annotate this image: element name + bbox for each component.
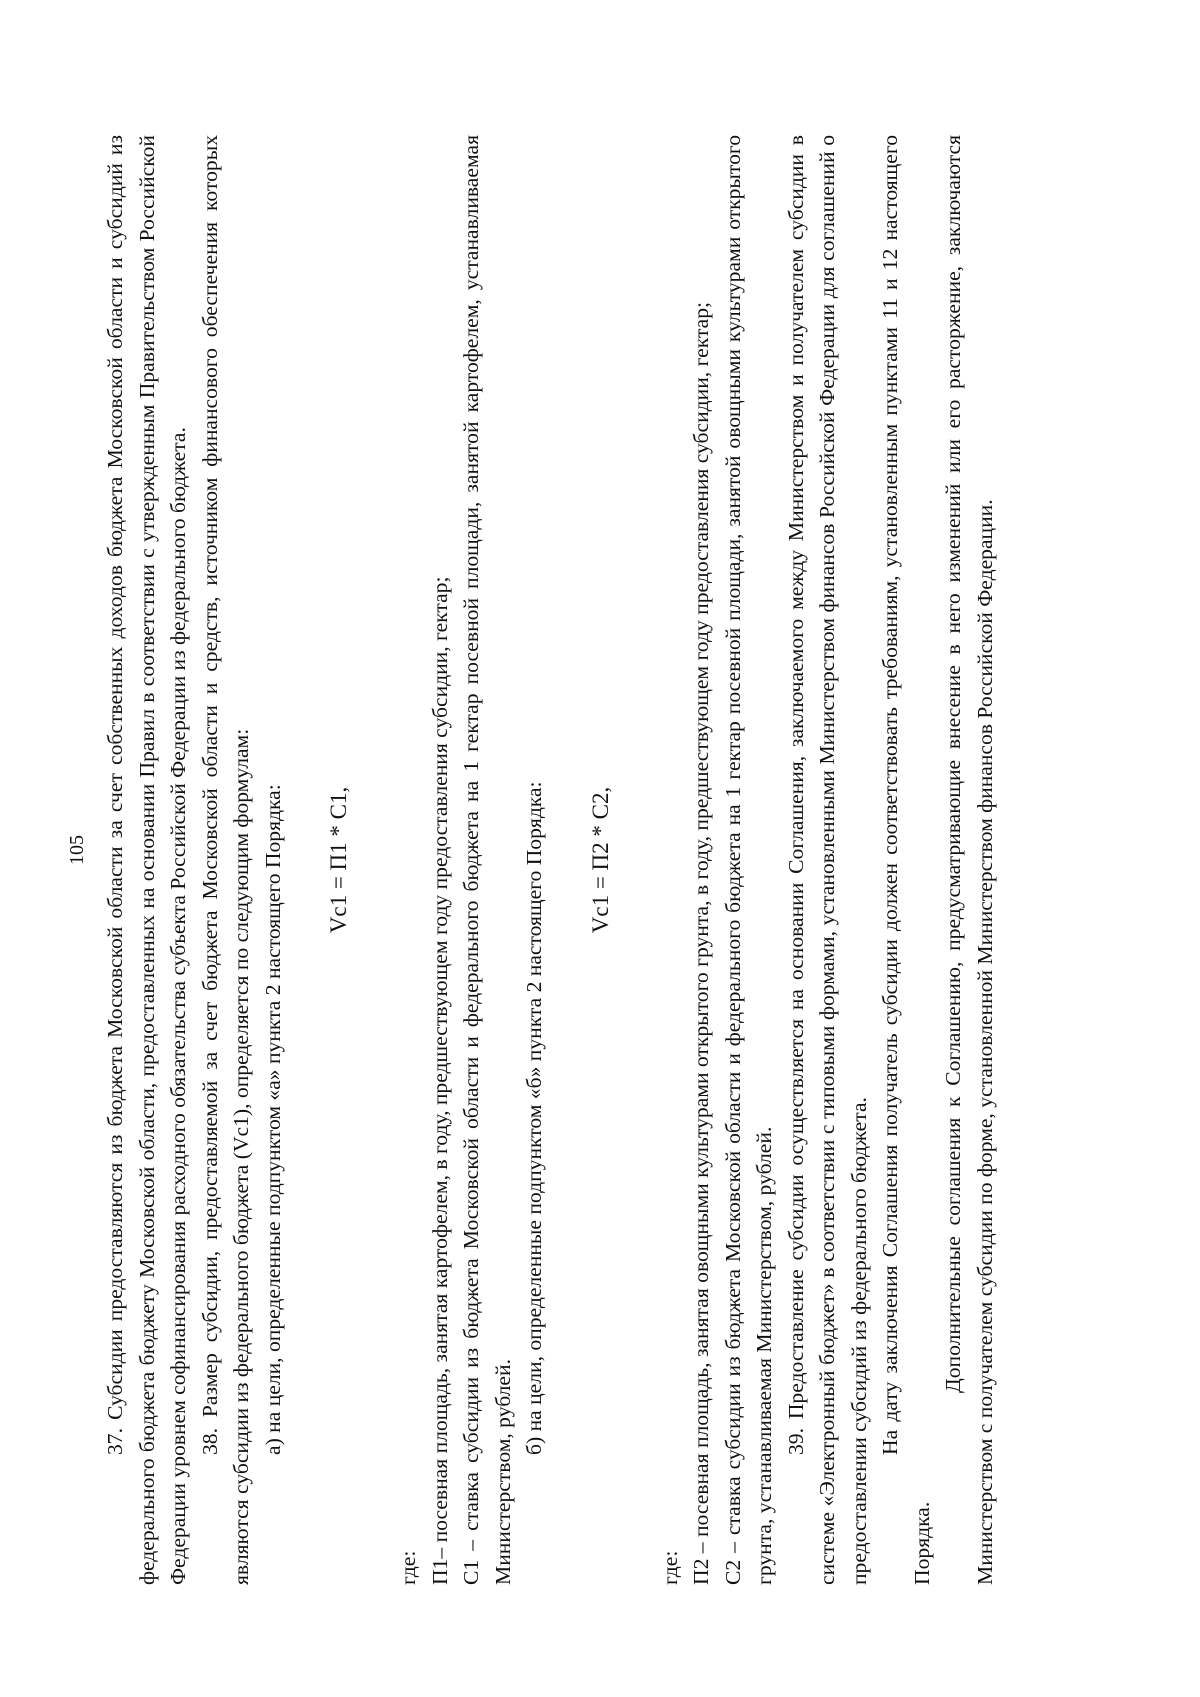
def-c2-line-1: С2 – ставка субсидии из бюджета Московской области и федерального бюджета на 1 гектар посевной площади, bbox=[720, 533, 745, 1585]
where-label-2: где: bbox=[657, 1550, 682, 1585]
def-c1-line-1: С1 – ставка субсидии из бюджета Московской области и федерального бюджета на 1 гектар посевной площади, bbox=[459, 501, 483, 1585]
rotated-page bbox=[66, 100, 1060, 1600]
def-c2-line-2: занятой овощными культурами открытого грунта, устанавливаемая Министерством, рублей. bbox=[720, 134, 776, 1585]
p38-line-2: обеспечения которых являются субсидии из федерального бюджета (Vc1), определяется по следующим формулам: bbox=[197, 135, 253, 1585]
def-c1-line-2: занятой картофелем, устанавливаемая Министерством, рублей. bbox=[459, 135, 515, 1585]
paragraph-38a: а) на цели, определенные подпунктом «а» пункта 2 настоящего Порядка: bbox=[260, 784, 285, 1455]
p37-line-4: обязательства субъекта Российской Федерации из федерального бюджета. bbox=[166, 427, 190, 1108]
def-p2-line-2: предоставления субсидии, гектар; bbox=[689, 301, 713, 615]
formula-2: Vc1 = П2 * С2, bbox=[587, 786, 613, 934]
definition-p2 bbox=[686, 135, 718, 1585]
def-p2-line-1: П2 – посевная площадь, занятая овощными культурами открытого грунта, в году, предшествующем году bbox=[689, 620, 713, 1585]
formula-1: Vc1 = П1 * С1, bbox=[326, 786, 351, 934]
p37-line-2: области и субсидий из федерального бюджета бюджету Московской области, предоставленных на основании Правил bbox=[103, 135, 159, 1585]
p41-line-1: Дополнительные соглашения к Соглашению, предусматривающие внесение в него изменений или его расторжение, bbox=[941, 265, 965, 1393]
document-body bbox=[100, 135, 1001, 1585]
paragraph-38 bbox=[195, 135, 258, 1585]
paragraph-40 bbox=[875, 135, 938, 1585]
definition-p1: П1– посевная площадь, занятая картофелем, в году, предшествующем году предоставления субсидии, гектар; bbox=[427, 576, 452, 1585]
paragraph-39 bbox=[781, 135, 876, 1585]
p37-line-1: 37. Субсидии предоставляются из бюджета Московской области за счет собственных доходов бюджета Московской bbox=[103, 357, 127, 1455]
p40-line-1: На дату заключения Соглашения получатель субсидии должен соответствовать требованиям, установленным bbox=[878, 423, 902, 1455]
page-number: 105 bbox=[66, 835, 88, 865]
p37-line-3: в соответствии с утвержденным Правительством Российской Федерации уровнем софинансирования расходного bbox=[134, 135, 190, 1585]
p39-line-3: Министерством финансов Российской Федерации для соглашений о предоставлении субсидий из федерального бюджета. bbox=[815, 135, 871, 1585]
where-label-1: где: bbox=[396, 1550, 420, 1585]
p39-line-2: и получателем субсидии в системе «Электронный бюджет» в соответствии с типовыми формами, установленными bbox=[783, 135, 839, 1585]
paragraph-38b: б) на цели, определенные подпунктом «б» пункта 2 настоящего Порядка: bbox=[522, 781, 546, 1455]
p39-line-1: 39. Предоставление субсидии осуществляется на основании Соглашения, заключаемого между Министерством bbox=[783, 394, 808, 1455]
paragraph-41 bbox=[938, 135, 1001, 1585]
p41-line-2: заключаются Министерством с получателем субсидии по форме, установленной Министерством финансов Российской bbox=[941, 134, 997, 1585]
p40-line-2: пунктами 11 и 12 настоящего Порядка. bbox=[878, 135, 934, 1585]
definition-c1 bbox=[456, 135, 519, 1585]
p38-line-1: 38. Размер субсидии, предоставляемой за счет бюджета Московской области и средств, источником финансового bbox=[197, 348, 222, 1455]
p41-line-3: Федерации. bbox=[972, 499, 997, 607]
paragraph-37 bbox=[100, 135, 195, 1585]
definition-c2 bbox=[718, 135, 781, 1585]
